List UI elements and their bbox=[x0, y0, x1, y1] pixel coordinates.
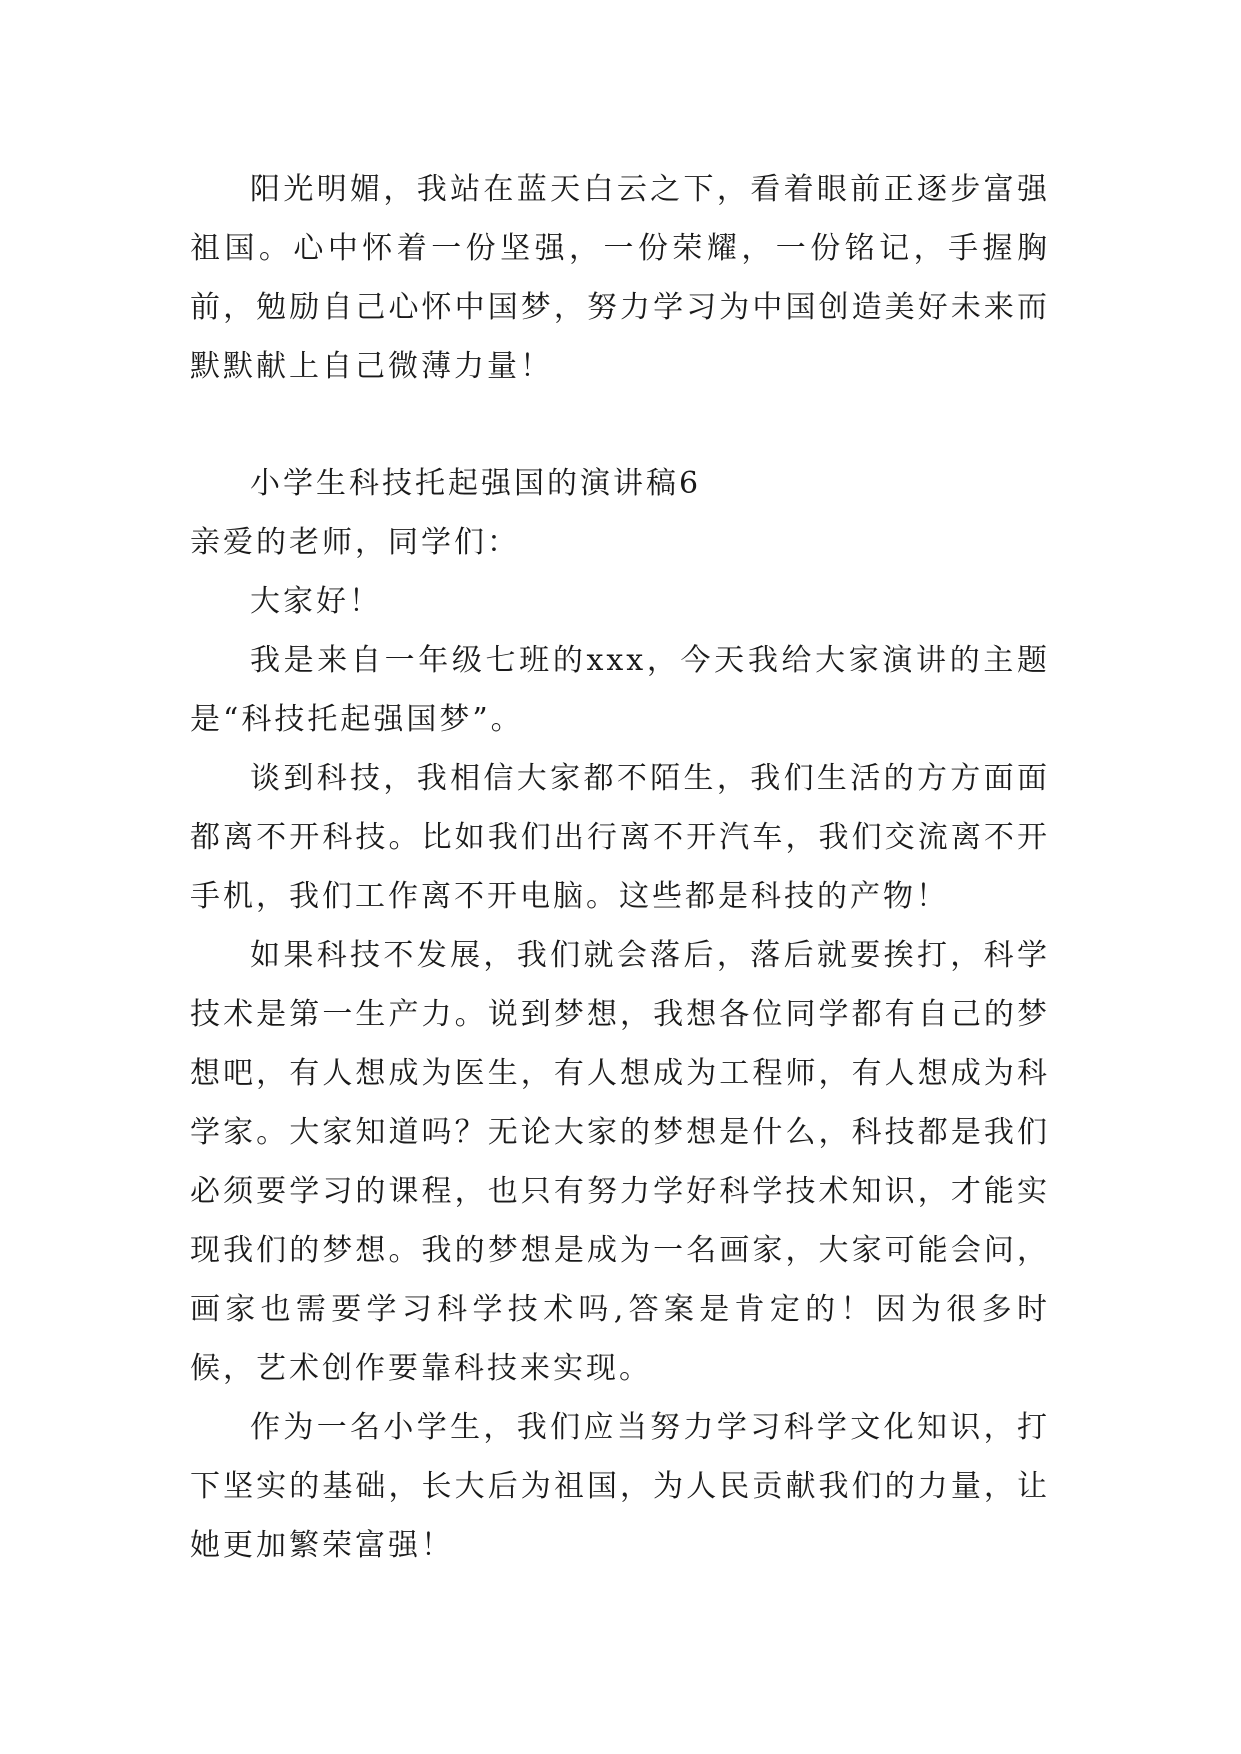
body-paragraph-4: 作为一名小学生，我们应当努力学习科学文化知识，打下坚实的基础，长大后为祖国，为人民贡献我们的力量，让她更加繁荣富强！ bbox=[190, 1410, 1050, 1563]
intro-paragraph: 阳光明媚，我站在蓝天白云之下，看着眼前正逐步富强祖国。心中怀着一份坚强，一份荣耀，一份铭记，手握胸前，勉励自己心怀中国梦，努力学习为中国创造美好未来而默默献上自己微薄力量！ bbox=[190, 172, 1050, 384]
greeting: 大家好！ bbox=[250, 584, 382, 619]
body-paragraph-1: 我是来自一年级七班的xxx，今天我给大家演讲的主题是“科技托起强国梦”。 bbox=[190, 643, 1050, 737]
speech-title: 小学生科技托起强国的演讲稿6 bbox=[250, 466, 702, 501]
section-gap bbox=[190, 396, 1050, 454]
body-paragraph-2: 谈到科技，我相信大家都不陌生，我们生活的方方面面都离不开科技。比如我们出行离不开汽车，我们交流离不开手机，我们工作离不开电脑。这些都是科技的产物！ bbox=[190, 761, 1050, 914]
body-paragraph-3: 如果科技不发展，我们就会落后，落后就要挨打，科学技术是第一生产力。说到梦想，我想各位同学都有自己的梦想吧，有人想成为医生，有人想成为工程师，有人想成为科学家。大家知道吗？无论大家的梦想是什么，科技都是我们必须要学习的课程，也只有努力学好科学技术知识，才能实现我们的梦想。我的梦想是成为一名画家，大家可能会问，画家也需要学习科学技术吗,答案是肯定的！因为很多时候，艺术创作要靠科技来实现。 bbox=[190, 938, 1050, 1386]
document-body bbox=[190, 160, 1050, 1575]
salutation: 亲爱的老师，同学们： bbox=[190, 525, 520, 560]
